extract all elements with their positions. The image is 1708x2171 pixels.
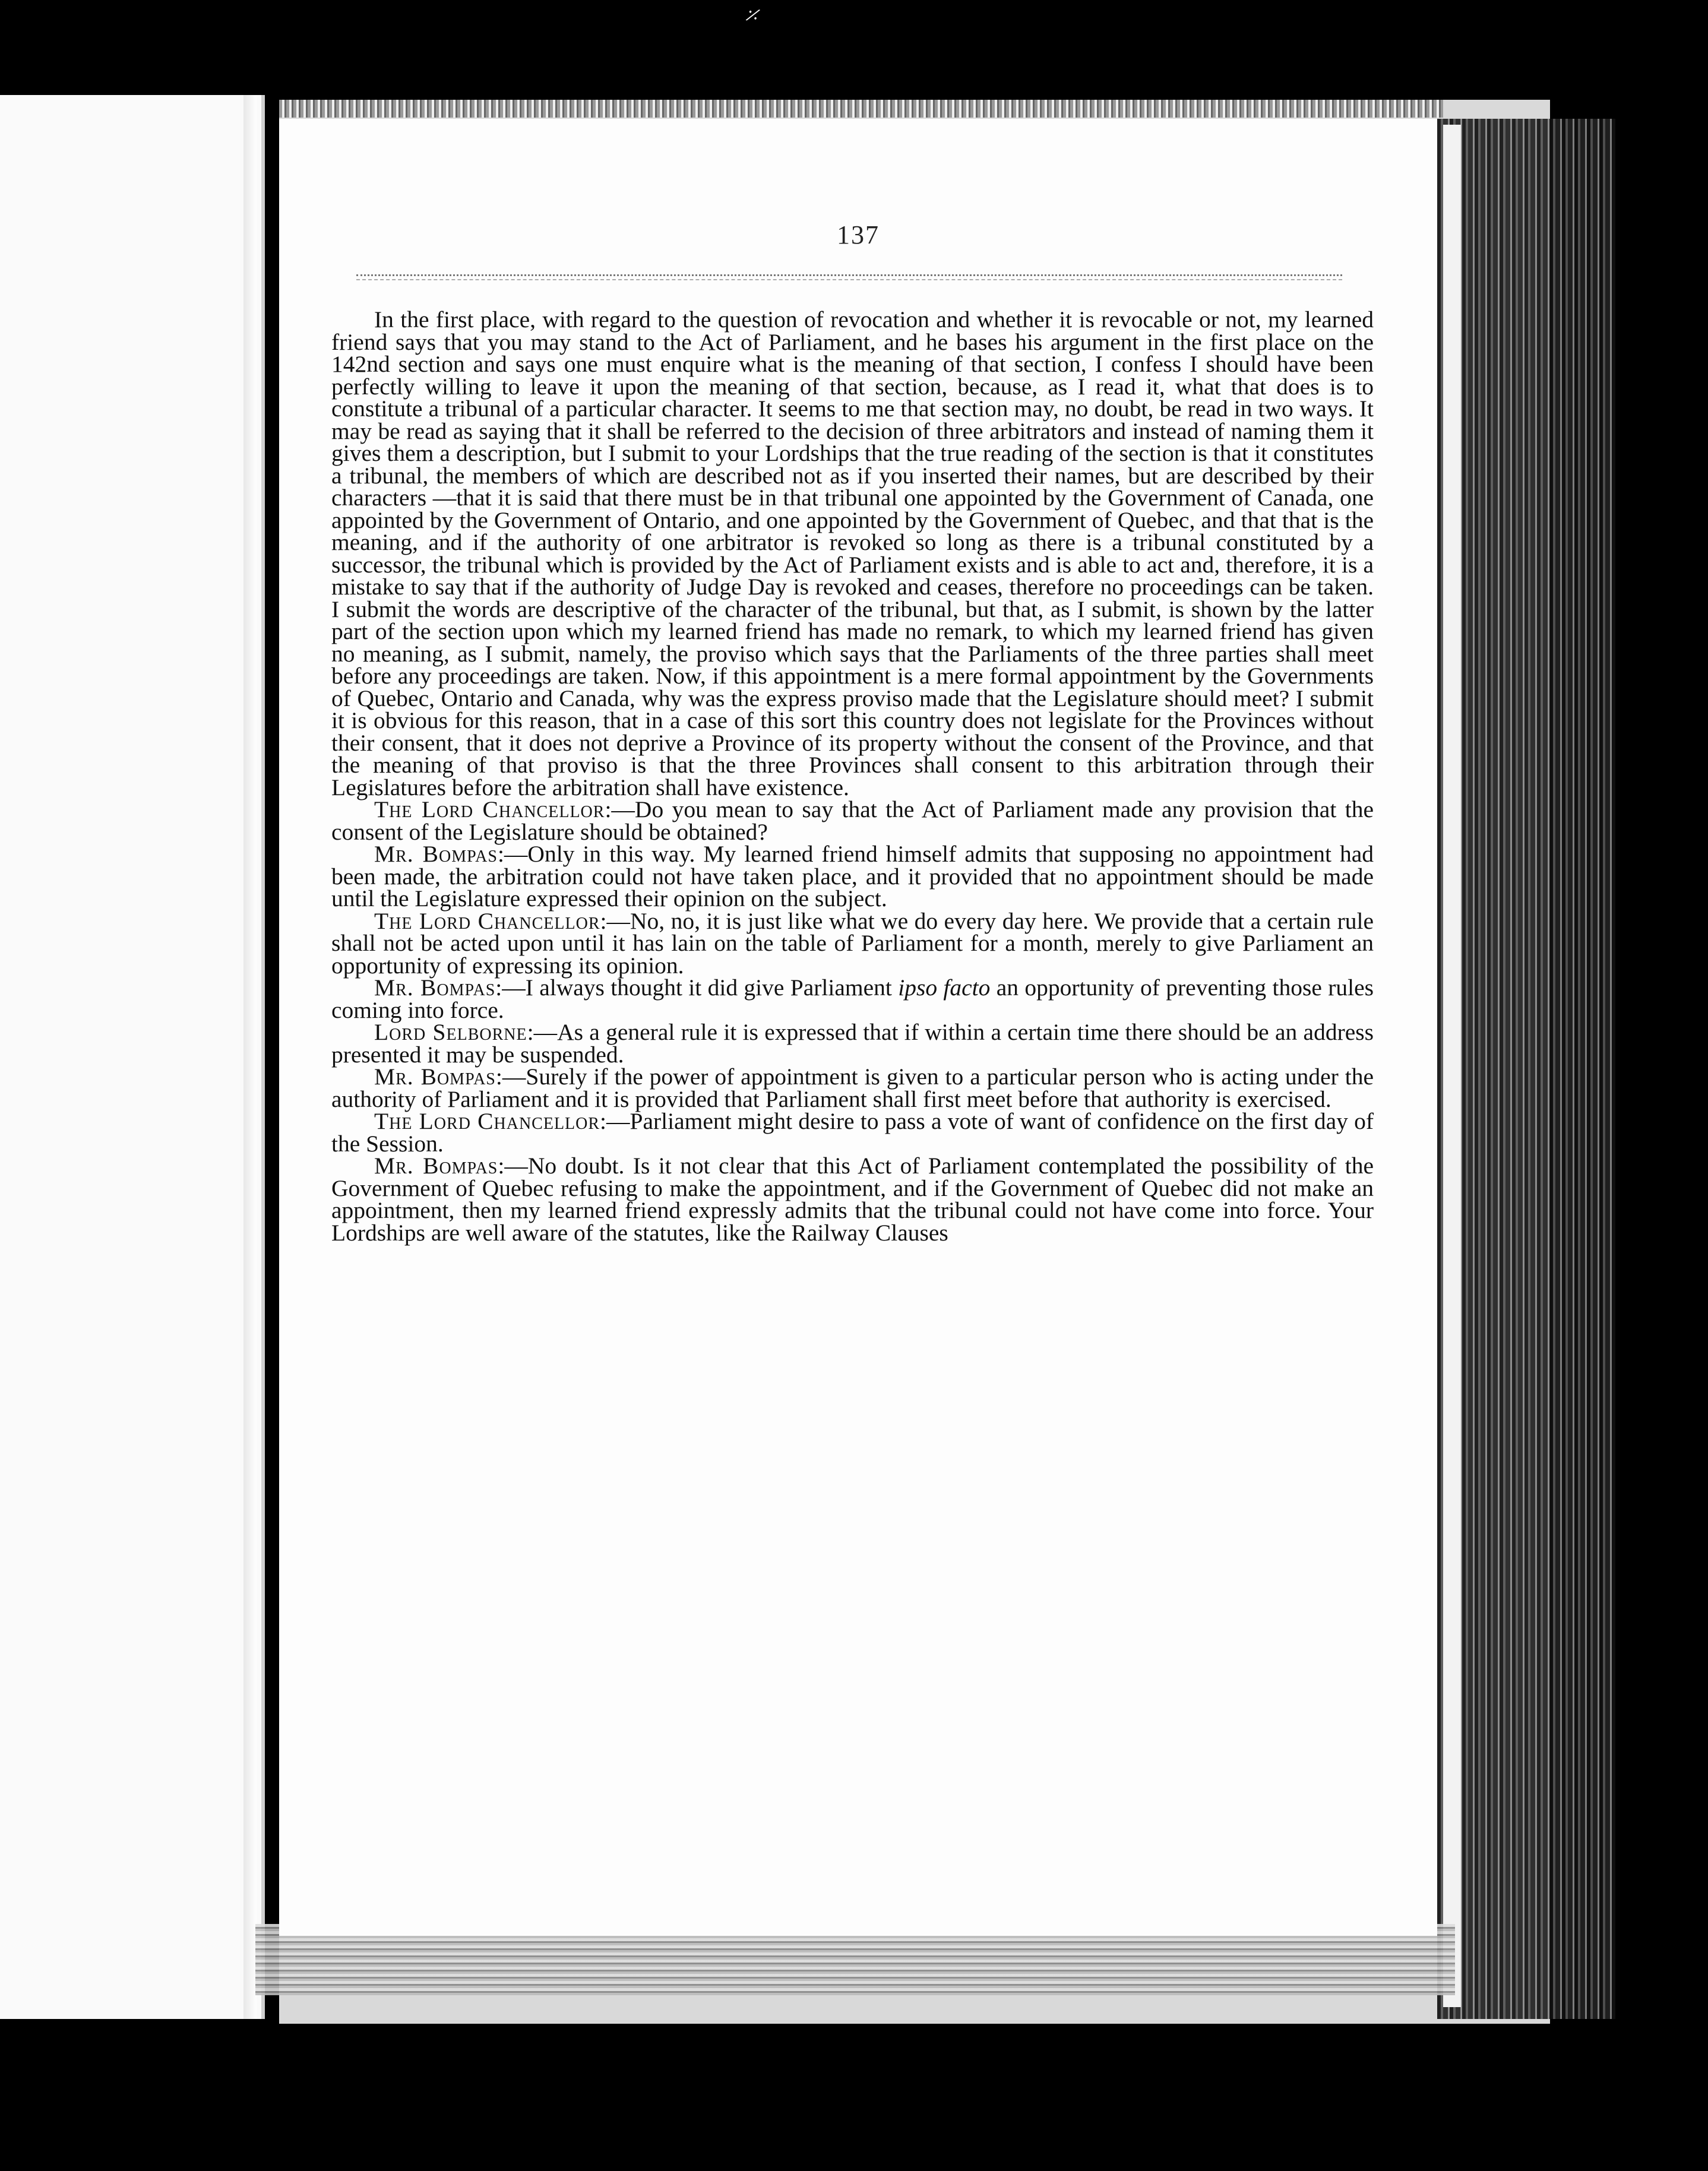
page-fold-shadow xyxy=(243,95,257,2019)
top-page-edge xyxy=(279,100,1443,118)
page-number: 137 xyxy=(837,220,880,249)
latin-phrase: ipso facto xyxy=(898,974,991,1001)
paragraph xyxy=(331,1021,1374,1066)
paragraph-text: :—Do you mean to say that the Act of Parliament made any provision that the consent of the Legislature should be obtained? xyxy=(331,796,1374,845)
speaker-name: Mr. Bompas xyxy=(374,841,498,867)
speaker-name: Mr. Bompas xyxy=(374,1153,498,1179)
speaker-name: Mr. Bompas xyxy=(374,1064,496,1090)
right-page-edges xyxy=(1437,119,1615,2019)
paragraph-text: :—Parliament might desire to pass a vote of want of confidence on the first day of the Session. xyxy=(331,1108,1374,1157)
header-rule xyxy=(356,274,1342,276)
paragraph-text: :—I always thought it did give Parliament xyxy=(495,974,899,1001)
paragraph-text: :—Only in this way. My learned friend himself admits that supposing no appointment had been made, the arbitration could not have taken place, and it provided that no appointment should be made until the Legislature expressed their opinion on the subject. xyxy=(331,841,1374,912)
speaker-name: Mr. Bompas xyxy=(374,974,496,1001)
paragraph xyxy=(331,1066,1374,1110)
paragraph-text: :—No, no, it is just like what we do every day here. We provide that a certain rule shall not be acted upon until it has lain on the table of Parliament for a month, merely to give Parliament an opportunity of expressing its opinion. xyxy=(331,907,1374,979)
speaker-name: The Lord Chancellor xyxy=(374,796,605,822)
paragraph xyxy=(331,974,1374,1023)
paragraph-text: :—As a general rule it is expressed that if within a certain time there should be an address presented it may be suspended. xyxy=(331,1019,1374,1068)
paragraph xyxy=(331,796,1374,845)
speaker-name: The Lord Chancellor xyxy=(374,907,600,934)
body-text xyxy=(331,306,1374,1246)
right-page-strip xyxy=(1443,125,1461,2007)
paragraph xyxy=(331,1155,1374,1244)
speaker-name: Lord Selborne xyxy=(374,1019,527,1045)
left-blank-page xyxy=(0,95,265,2019)
paragraph-text: :—Surely if the power of appointment is given to a particular person who is acting under the authority of Parliament and it is provided that Parliament shall first meet before that authority is exercised. xyxy=(331,1064,1374,1112)
paragraph xyxy=(331,306,1374,800)
paragraph xyxy=(331,907,1374,979)
paragraph-text: :—No doubt. Is it not clear that this Act of Parliament contemplated the possibility of the Government of Quebec refusing to make the appointment, and if the Government of Quebec did not make an appointment, then my learned friend expressly admits that the tribunal could not have come into force. Your Lordships are well aware of the statutes, like the Railway Clauses xyxy=(331,1153,1374,1246)
paragraph xyxy=(331,1110,1374,1155)
header-rule-secondary xyxy=(356,279,1342,280)
scan-speck: ⸓ xyxy=(742,3,763,29)
paragraph xyxy=(331,843,1374,910)
paragraph-text: In the first place, with regard to the question of revocation and whether it is revocable or not, my learned friend says that you may stand to the Act of Parliament, and he bases his argument in the first place on the 142nd section and says one must enquire what is the meaning of that section, I confess I should have been perfectly willing to leave it upon the meaning of that section, because, as I read it, what that does is to constitute a tribunal of a particular character. It seems to me that section may, no doubt, be read in two ways. It may be read as saying that it shall be referred to the decision of three arbitrators and instead of naming them it gives them a description, but I submit to your Lordships that the true reading of the section is that it constitutes a tribunal, the members of which are described not as if you inserted their names, but are described by their characters —that it is said that there must be in that tribunal one appointed by the Government of Canada, one appointed by the Government of Ontario, and one appointed by the Government of Quebec, and that that is the meaning, and if the authority of one arbitrator is revoked so long as there is a tribunal constituted by a successor, the tribunal which is provided by the Act of Parliament exists and is able to act and, therefore, it is a mistake to say that if the authority of Judge Day is revoked and ceases, therefore no proceedings can be taken. I submit the words are descriptive of the character of the tribunal, but that, as I submit, is shown by the latter part of the section upon which my learned friend has made no remark, to which my learned friend has given no meaning, as I submit, namely, the proviso which says that the Parliaments of the three parties shall meet before any proceedings are taken. Now, if this appointment is a mere formal appointment by the Governments of Quebec, Ontario and Canada, why was the express proviso made that the Legislature should meet? I submit it is obvious for this reason, that in a case of this sort this country does not legislate for the Provinces without their consent, that it does not deprive a Province of its property without the consent of the Province, and that the meaning of that proviso is that the three Provinces shall consent to this arbitration through their Legislatures before the arbitration shall have existence. xyxy=(331,306,1374,800)
speaker-name: The Lord Chancellor xyxy=(374,1108,600,1134)
printed-page xyxy=(279,119,1437,1936)
paragraph-text: an opportunity of preventing those rules coming into force. xyxy=(331,974,1374,1023)
